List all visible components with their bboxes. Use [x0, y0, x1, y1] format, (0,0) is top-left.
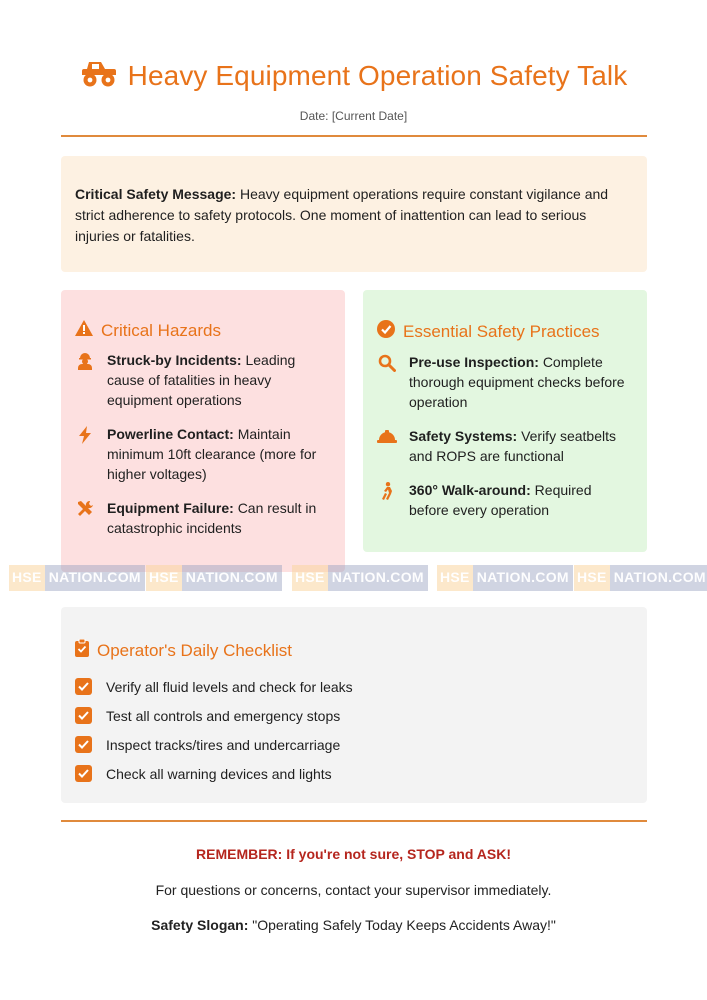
header-divider: [61, 135, 647, 137]
page-title: Heavy Equipment Operation Safety Talk: [127, 59, 628, 91]
hazard-description: Leading cause of fatalities in heavy equipment operations: [107, 352, 296, 408]
hazard-text: [107, 424, 331, 484]
hazard-description: Can result in catastrophic incidents: [107, 500, 317, 536]
practices-title-row: [377, 320, 633, 343]
practices-title: Essential Safety Practices: [403, 321, 600, 341]
practice-description: Required before every operation: [409, 482, 592, 518]
hard-hat-icon: [377, 426, 397, 466]
truck-monster-icon: [80, 58, 118, 93]
practice-text: [409, 426, 633, 466]
worker-icon: [75, 350, 95, 410]
checklist-title: Operator's Daily Checklist: [97, 640, 293, 660]
date-label: Date:: [299, 109, 329, 123]
safety-slogan: [0, 917, 707, 933]
checklist-item-label: Inspect tracks/tires and undercarriage: [106, 736, 341, 753]
checkbox-checked-icon[interactable]: [75, 765, 92, 782]
checklist-item: [75, 701, 633, 730]
checklist-item: [75, 759, 633, 788]
hazard-label: Struck-by Incidents:: [107, 352, 242, 368]
date-value: [Current Date]: [331, 109, 408, 123]
slogan-text: "Operating Safely Today Keeps Accidents Away!": [252, 917, 556, 933]
warning-triangle-icon: [75, 320, 93, 341]
date-line: [0, 109, 707, 123]
watermark: HSE NATION.COM: [437, 565, 573, 591]
contact-note: For questions or concerns, contact your supervisor immediately.: [155, 882, 552, 898]
practice-item: [377, 426, 633, 466]
footer-divider: [61, 820, 647, 822]
practices-panel: [363, 290, 647, 552]
search-icon: [377, 352, 397, 412]
watermark-strip: [0, 565, 707, 591]
hazards-panel: [61, 290, 345, 572]
title-row: [0, 58, 707, 93]
critical-message-label: Critical Safety Message:: [75, 186, 237, 202]
practice-label: Safety Systems:: [409, 428, 518, 444]
hazard-description: Maintain minimum 10ft clearance (more for higher voltages): [107, 426, 317, 482]
checklist-item: [75, 672, 633, 701]
hazard-item: [75, 424, 331, 484]
walking-icon: [377, 480, 397, 520]
checkbox-checked-icon[interactable]: [75, 678, 92, 695]
practice-description: Verify seatbelts and ROPS are functional: [409, 428, 616, 464]
watermark: HSE NATION.COM: [292, 565, 428, 591]
slogan-label: Safety Slogan:: [151, 917, 249, 933]
page-footer: [0, 846, 707, 933]
practice-description: Complete thorough equipment checks before operation: [409, 354, 625, 410]
practice-item: [377, 352, 633, 412]
watermark: HSE NATION.COM: [146, 565, 282, 591]
checklist-item-label: Test all controls and emergency stops: [106, 707, 341, 724]
critical-message-text: Heavy equipment operations require constant vigilance and strict adherence to safety protocols. One moment of inattention can lead to serious injuries or fatalities.: [75, 186, 609, 244]
clipboard-check-icon: [75, 639, 89, 662]
practice-text: [409, 352, 633, 412]
hazard-label: Powerline Contact:: [107, 426, 234, 442]
checklist-item: [75, 730, 633, 759]
watermark: HSE NATION.COM: [9, 565, 145, 591]
check-circle-icon: [377, 320, 395, 343]
practice-text: [409, 480, 633, 520]
practice-label: 360° Walk-around:: [409, 482, 531, 498]
hazard-text: [107, 350, 331, 410]
hazard-item: [75, 498, 331, 538]
critical-message-box: [61, 156, 647, 272]
checklist-item-label: Verify all fluid levels and check for leaks: [106, 678, 353, 695]
checkbox-checked-icon[interactable]: [75, 707, 92, 724]
daily-checklist-panel: [61, 607, 647, 803]
hazards-title-row: [75, 320, 331, 341]
hazard-text: [107, 498, 331, 538]
checklist-title-row: [75, 639, 633, 662]
practice-item: [377, 480, 633, 520]
bolt-icon: [75, 424, 95, 484]
checkbox-checked-icon[interactable]: [75, 736, 92, 753]
page-header: [0, 58, 707, 123]
checklist-item-label: Check all warning devices and lights: [106, 765, 332, 782]
remember-notice: REMEMBER: If you're not sure, STOP and ASK!: [196, 846, 511, 862]
hazard-item: [75, 350, 331, 410]
hazard-label: Equipment Failure:: [107, 500, 234, 516]
hazards-title: Critical Hazards: [101, 320, 221, 340]
watermark: HSE NATION.COM: [574, 565, 707, 591]
practice-label: Pre-use Inspection:: [409, 354, 539, 370]
tools-icon: [75, 498, 95, 538]
